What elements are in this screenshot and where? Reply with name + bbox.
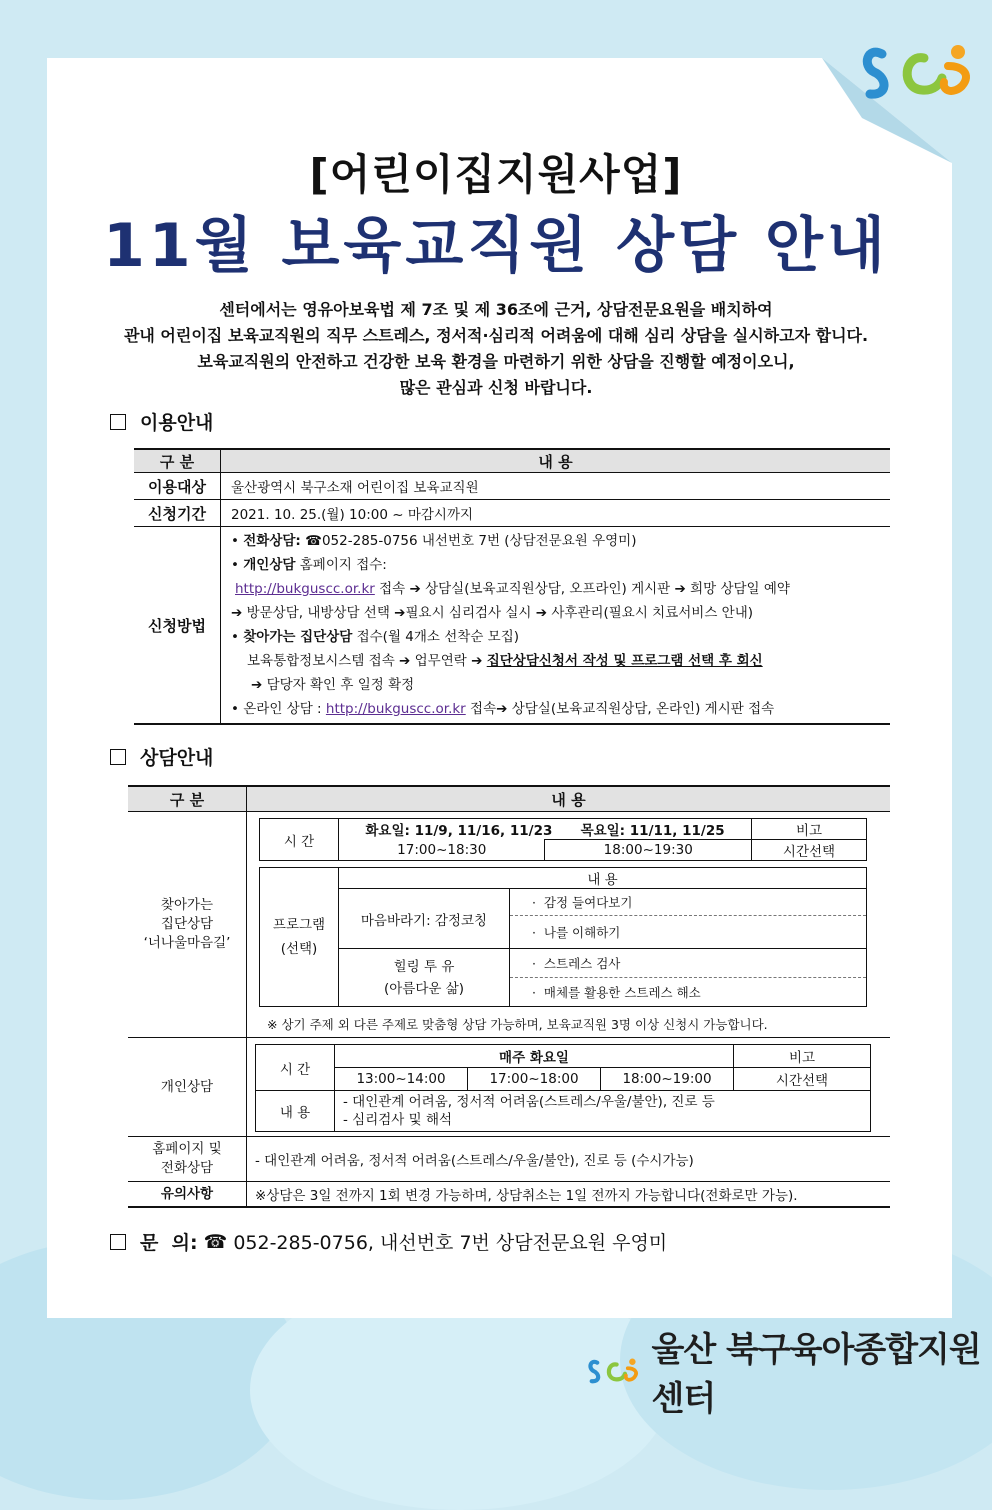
section-usage-heading xyxy=(110,408,213,435)
program-item-text: 스트레스 검사 xyxy=(543,956,621,971)
period-value: 2021. 10. 25.(월) 10:00 ~ 마감시까지 xyxy=(221,500,891,527)
method-online: • 온라인 상담 : http://bukguscc.or.kr 접속➔ 상담실(보육교직원상담, 온라인) 게시판 접속 xyxy=(231,701,775,717)
period-label: 신청기간 xyxy=(134,500,221,527)
col-category: 구 분 xyxy=(128,786,247,812)
note-label: 비고 xyxy=(734,1045,871,1068)
individual-line: ➔ 방문상담, 내방상담 선택 ➔필요시 심리검사 실시 ➔ 사후관리(필요시 치료서비스 안내) xyxy=(231,605,754,621)
program-label-text: 프로그램 xyxy=(272,917,326,933)
web-counsel-label xyxy=(128,1137,247,1182)
org-name: 울산 북구육아종합지원센터 xyxy=(651,1330,981,1419)
program-select-text: (선택) xyxy=(280,941,318,957)
section-title: 상담안내 xyxy=(140,747,214,769)
online-suffix: 접속➔ 상담실(보육교직원상담, 온라인) 게시판 접속 xyxy=(470,701,775,717)
method-value xyxy=(221,527,891,725)
method-label: 신청방법 xyxy=(134,527,221,725)
content-label: 내 용 xyxy=(339,868,867,889)
indiv-content-label: 내 용 xyxy=(256,1091,335,1132)
program-1-item: · 감정 들여다보기 xyxy=(510,889,867,916)
program-item-text: 감정 들여다보기 xyxy=(543,895,633,910)
section-counsel-heading xyxy=(110,743,213,770)
method-group: • 찾아가는 집단상담 접수(월 4개소 선착순 모집) xyxy=(231,629,520,645)
web-counsel-value: - 대인관계 어려움, 정서적 어려움(스트레스/우울/불안), 진로 등 (수시가능) xyxy=(247,1137,891,1182)
target-value: 울산광역시 북구소재 어린이집 보육교직원 xyxy=(221,473,891,500)
program-2-sub: (아름다운 삶) xyxy=(383,980,465,997)
section-title: 이용안내 xyxy=(140,412,214,434)
page-category: [어린이집지원사업] xyxy=(309,150,683,199)
group-suffix: 접수(월 4개소 선착순 모집) xyxy=(356,629,520,645)
group-steps-emphasis: 집단상담신청서 작성 및 프로그램 선택 후 회신 xyxy=(486,653,763,669)
group-schedule-table xyxy=(259,818,867,861)
note-label: 비고 xyxy=(752,819,867,840)
group-steps: 보육통합정보시스템 접속 ➔ 업무연락 ➔ xyxy=(247,653,487,669)
label-line: 찾아가는 xyxy=(160,897,214,913)
label-line: 홈페이지 및 xyxy=(152,1141,222,1157)
program-1-item: · 나를 이해하기 xyxy=(510,916,867,949)
program-item-text: 나를 이해하기 xyxy=(543,925,621,940)
group-note: ※ 상기 주제 외 다른 주제로 맞춤형 상담 가능하며, 보육교직원 3명 이상 신청시 가능합니다. xyxy=(267,1017,768,1032)
indiv-time: 13:00~14:00 xyxy=(335,1068,468,1091)
phone-value: 052-285-0756 내선번호 7번 (상담전문요원 우영미) xyxy=(321,533,637,549)
program-2-item: · 스트레스 검사 xyxy=(510,949,867,978)
contact-label: 문 의: xyxy=(140,1232,198,1254)
indiv-counsel-label: 개인상담 xyxy=(128,1038,247,1137)
usage-table xyxy=(134,448,890,725)
contact-value: 052-285-0756, 내선번호 7번 상담전문요원 우영미 xyxy=(233,1232,668,1254)
thu-dates: 목요일: 11/11, 11/25 xyxy=(580,823,725,839)
tue-dates: 화요일: 11/9, 11/16, 11/23 xyxy=(365,823,553,839)
indiv-counsel-content xyxy=(247,1038,891,1137)
indiv-content-line: - 대인관계 어려움, 정서적 어려움(스트레스/우울/불안), 진로 등 xyxy=(343,1094,715,1110)
tue-time: 17:00~18:30 xyxy=(339,840,545,861)
group-title: 찾아가는 집단상담 xyxy=(243,629,353,645)
group-line xyxy=(231,649,890,673)
phone-icon: ☎ xyxy=(305,533,322,549)
label-line: ‘너나울마음길’ xyxy=(143,935,231,951)
target-label: 이용대상 xyxy=(134,473,221,500)
online-prefix: 온라인 상담 : xyxy=(243,701,322,717)
intro-line: 많은 관심과 신청 바랍니다. xyxy=(399,378,593,397)
center-logo-icon xyxy=(862,36,982,108)
group-counsel-label xyxy=(128,812,247,1038)
method-phone: • 전화상담: ☎052-285-0756 내선번호 7번 (상담전문요원 우영미) xyxy=(231,533,637,549)
individual-line xyxy=(231,577,890,601)
phone-icon: ☎ xyxy=(203,1230,228,1253)
checkbox-square-icon xyxy=(110,414,126,430)
program-label xyxy=(260,868,339,1007)
col-content: 내 용 xyxy=(247,786,891,812)
group-line: ➔ 담당자 확인 후 일정 확정 xyxy=(251,677,415,693)
caution-value: ※상담은 3일 전까지 1회 변경 가능하며, 상담취소는 1일 전까지 가능합니다(전화로만 가능). xyxy=(247,1182,891,1208)
col-content: 내 용 xyxy=(221,449,891,473)
intro-line: 센터에서는 영유아보육법 제 7조 및 제 36조에 근거, 상담전문요원을 배치하여 xyxy=(219,300,773,319)
intro-line: 보육교직원의 안전하고 건강한 보육 환경을 마련하기 위한 상담을 진행할 예정이오니, xyxy=(197,352,795,371)
center-logo-icon xyxy=(588,1346,643,1396)
schedule-dates xyxy=(339,819,752,840)
time-select: 시간선택 xyxy=(734,1068,871,1091)
label-line: 전화상담 xyxy=(160,1160,214,1176)
page-title: 11월 보육교직원 상담 안내 xyxy=(103,211,889,281)
time-select: 시간선택 xyxy=(752,840,867,861)
group-counsel-content xyxy=(247,812,891,1038)
method-individual: • 개인상담 홈페이지 접수: xyxy=(231,557,387,573)
col-category: 구 분 xyxy=(134,449,221,473)
indiv-day: 매주 화요일 xyxy=(335,1045,734,1068)
contact-info xyxy=(110,1228,667,1255)
program-2-name: 힐링 투 유 xyxy=(393,958,455,975)
checkbox-square-icon xyxy=(110,1234,126,1250)
program-item-text: 매체를 활용한 스트레스 해소 xyxy=(543,985,701,1000)
individual-title: 개인상담 xyxy=(243,557,296,573)
indiv-time: 17:00~18:00 xyxy=(468,1068,601,1091)
time-label: 시 간 xyxy=(256,1045,335,1091)
program-2-title xyxy=(339,949,510,1007)
indiv-schedule-table xyxy=(255,1044,871,1132)
label-line: 집단상담 xyxy=(160,916,214,932)
program-table xyxy=(259,867,867,1007)
homepage-link[interactable]: http://bukguscc.or.kr xyxy=(235,581,375,597)
program-1-title: 마음바라기: 감정코칭 xyxy=(339,889,510,949)
individual-steps: 접속 ➔ 상담실(보육교직원상담, 오프라인) 게시판 ➔ 희망 상담일 예약 xyxy=(379,581,790,597)
program-2-item: · 매체를 활용한 스트레스 해소 xyxy=(510,978,867,1007)
intro-text xyxy=(60,297,932,401)
indiv-content xyxy=(335,1091,871,1132)
individual-suffix: 홈페이지 접수: xyxy=(299,557,387,573)
time-label: 시 간 xyxy=(260,819,339,861)
intro-line: 관내 어린이집 보육교직원의 직무 스트레스, 정서적·심리적 어려움에 대해 심리 상담을 실시하고자 합니다. xyxy=(123,326,869,345)
counsel-table xyxy=(128,785,890,1208)
online-link[interactable]: http://bukguscc.or.kr xyxy=(325,701,466,717)
phone-title: 전화상담: xyxy=(243,533,301,549)
indiv-time: 18:00~19:00 xyxy=(601,1068,734,1091)
caution-label: 유의사항 xyxy=(128,1182,247,1208)
checkbox-square-icon xyxy=(110,749,126,765)
thu-time: 18:00~19:30 xyxy=(545,840,752,861)
footer-logo xyxy=(588,1322,992,1420)
indiv-content-line: - 심리검사 및 해석 xyxy=(343,1112,453,1128)
